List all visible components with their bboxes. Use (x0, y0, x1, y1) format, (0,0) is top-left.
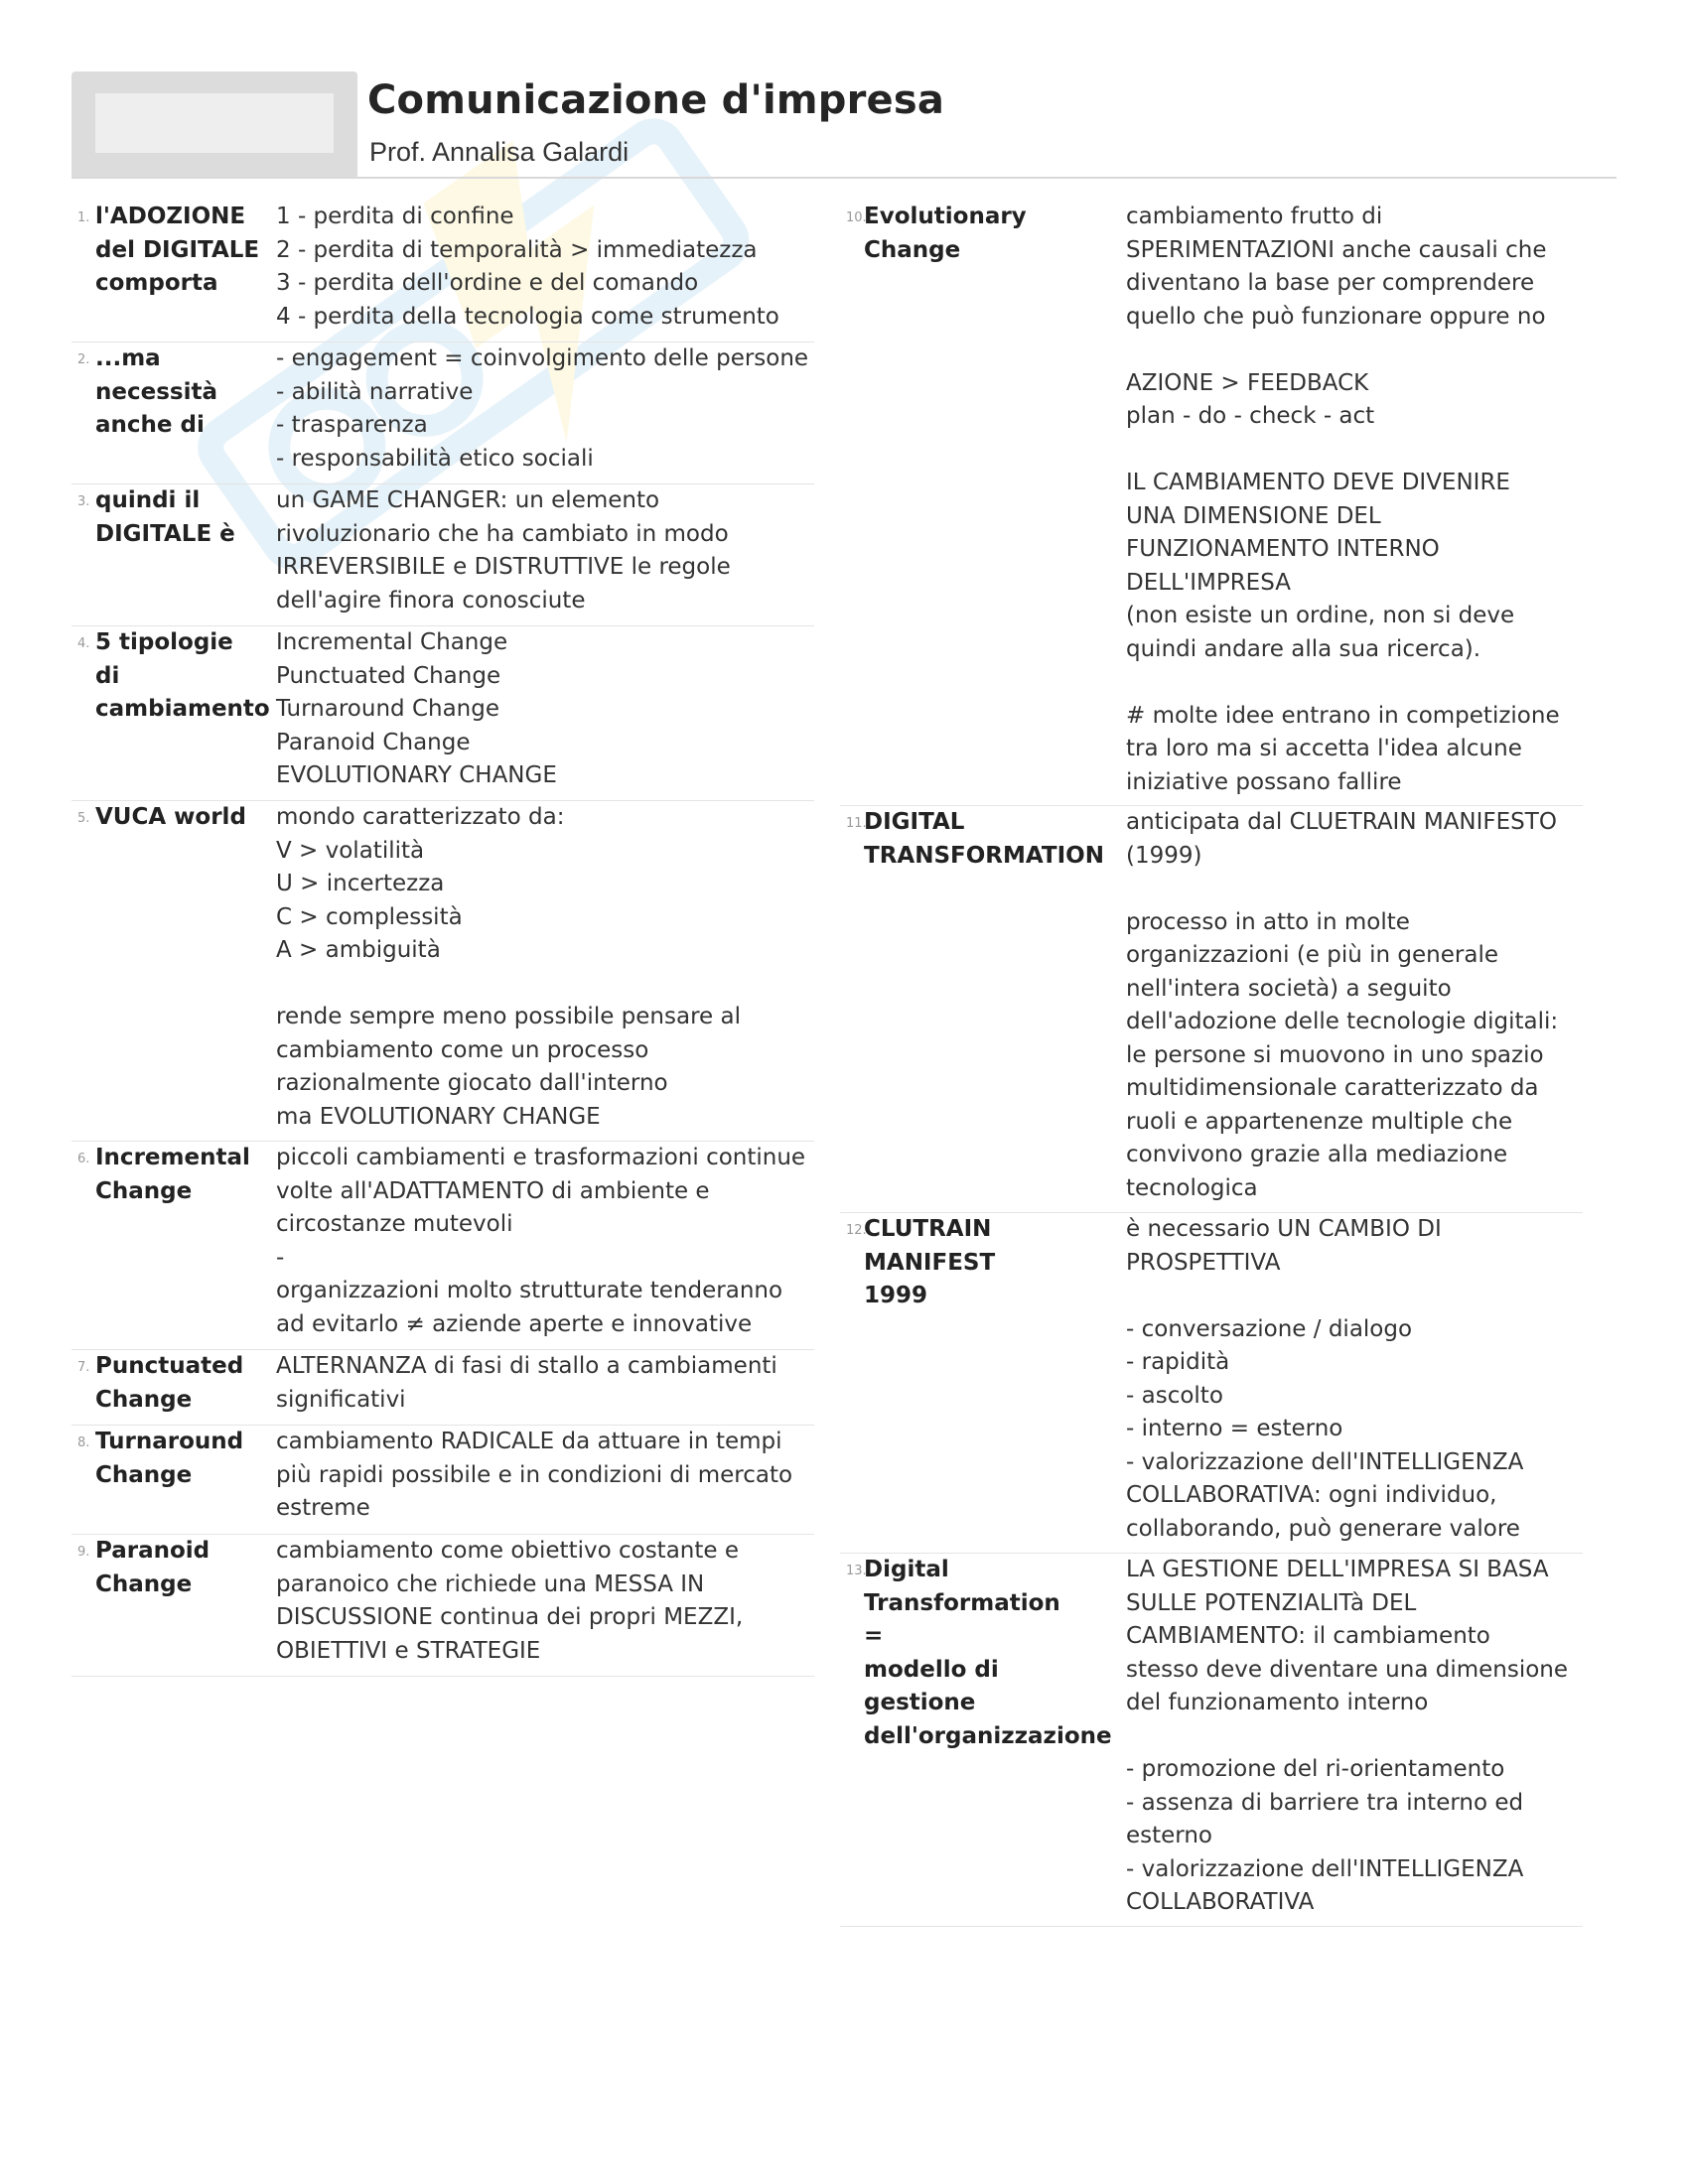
item-number: 4. (77, 636, 90, 651)
item-description: 1 - perdita di confine 2 - perdita di temporalità > immediatezza 3 - perdita dell'ordine e del comando 4 - perdita della tecnologia come strumento (276, 204, 779, 330)
item-description: ALTERNANZA di fasi di stallo a cambiamenti significativi (276, 1353, 777, 1413)
item-number: 8. (77, 1435, 90, 1450)
item-term: Digital Transformation = modello di gestione dell'organizzazione (864, 1557, 1112, 1749)
list-item (71, 801, 814, 1142)
item-number: 7. (77, 1360, 90, 1375)
item-description: piccoli cambiamenti e trasformazioni continue volte all'ADATTAMENTO di ambiente e circostanze mutevoli - organizzazioni molto strutturate tenderanno ad evitarlo ≠ aziende aperte e innovative (276, 1145, 806, 1337)
item-number: 5. (77, 811, 90, 826)
list-item (71, 342, 814, 484)
item-term: DIGITAL TRANSFORMATION (864, 809, 1104, 869)
logo-placeholder (71, 71, 357, 179)
item-term: l'ADOZIONE del DIGITALE comporta (95, 204, 260, 296)
item-description: Incremental Change Punctuated Change Turnaround Change Paranoid Change EVOLUTIONARY CHANGE (276, 629, 557, 788)
list-item (71, 1350, 814, 1426)
list-item (71, 1426, 814, 1535)
item-term: Paranoid Change (95, 1538, 211, 1597)
item-term: Turnaround Change (95, 1429, 244, 1488)
page-header (71, 71, 1617, 179)
left-column (71, 201, 814, 1677)
item-description: mondo caratterizzato da: V > volatilità U > incertezza C > complessità A > ambiguità rende sempre meno possibile pensare al cambiamento come un processo razionalmente giocato dall'interno ma EVOLUTIONARY CHANGE (276, 804, 741, 1130)
list-item (840, 1213, 1583, 1554)
item-number: 6. (77, 1152, 90, 1166)
item-description: anticipata dal CLUETRAIN MANIFESTO (1999) processo in atto in molte organizzazioni (e più in generale nell'intera società) a seguito dell'adozione delle tecnologie digitali: le persone si muovono in uno spazio multidimensionale caratterizzato da ruoli e appartenenze multiple che convivono grazie alla mediazione tecnologica (1126, 809, 1559, 1201)
list-item (71, 484, 814, 626)
item-term: Evolutionary Change (864, 204, 1027, 263)
item-term: Incremental Change (95, 1145, 250, 1204)
list-item (71, 1535, 814, 1677)
list-item (71, 626, 814, 801)
header-divider (71, 177, 1617, 179)
item-description: cambiamento come obiettivo costante e paranoico che richiede una MESSA IN DISCUSSIONE continua dei propri MEZZI, OBIETTIVI e STRATEGIE (276, 1538, 744, 1664)
item-description: - engagement = coinvolgimento delle persone - abilità narrative - trasparenza - responsabilità etico sociali (276, 345, 809, 472)
item-number: 2. (77, 352, 90, 367)
item-number: 10. (846, 210, 867, 225)
list-item (840, 1554, 1583, 1927)
item-term: CLUTRAIN MANIFEST 1999 (864, 1216, 996, 1308)
item-description: cambiamento RADICALE da attuare in tempi più rapidi possibile e in condizioni di mercato estreme (276, 1429, 793, 1521)
right-column (840, 201, 1583, 1927)
list-item (840, 806, 1583, 1213)
item-number: 12. (846, 1223, 867, 1238)
list-item (840, 201, 1583, 806)
item-description: è necessario UN CAMBIO DI PROSPETTIVA - conversazione / dialogo - rapidità - ascolto - interno = esterno - valorizzazione dell'INTELLIGENZA COLLABORATIVA: ogni individuo, collaborando, può generare valore (1126, 1216, 1524, 1542)
item-description: cambiamento frutto di SPERIMENTAZIONI anche causali che diventano la base per comprendere quello che può funzionare oppure no AZIONE > FEEDBACK plan - do - check - act IL CAMBIAMENTO DEVE DIVENIRE UNA DIMENSIONE DEL FUNZIONAMENTO INTERNO DELL'IMPRESA (non esiste un ordine, non si deve quindi andare alla sua ricerca). # molte idee entrano in competizione tra loro ma si accetta l'idea alcune iniziative possano fallire (1126, 204, 1560, 795)
item-number: 3. (77, 494, 90, 509)
item-term: ...ma necessità anche di (95, 345, 217, 438)
item-number: 13. (846, 1564, 867, 1578)
page-subtitle: Prof. Annalisa Galardi (369, 137, 630, 167)
list-item (71, 201, 814, 342)
item-term: Punctuated Change (95, 1353, 244, 1413)
item-number: 9. (77, 1545, 90, 1560)
logo-inner (95, 93, 334, 153)
item-term: quindi il DIGITALE è (95, 487, 235, 547)
item-description: un GAME CHANGER: un elemento rivoluzionario che ha cambiato in modo IRREVERSIBILE e DISTRUTTIVE le regole dell'agire finora conosciute (276, 487, 731, 614)
list-item (71, 1142, 814, 1350)
page-title: Comunicazione d'impresa (367, 77, 945, 123)
item-term: VUCA world (95, 804, 246, 830)
item-number: 1. (77, 210, 90, 225)
item-term: 5 tipologie di cambiamento (95, 629, 270, 722)
item-number: 11. (846, 816, 867, 831)
item-description: LA GESTIONE DELL'IMPRESA SI BASA SULLE POTENZIALITà DEL CAMBIAMENTO: il cambiamento stesso deve diventare una dimensione del funzionamento interno - promozione del ri-orientamento - assenza di barriere tra interno ed esterno - valorizzazione dell'INTELLIGENZA COLLABORATIVA (1126, 1557, 1569, 1915)
